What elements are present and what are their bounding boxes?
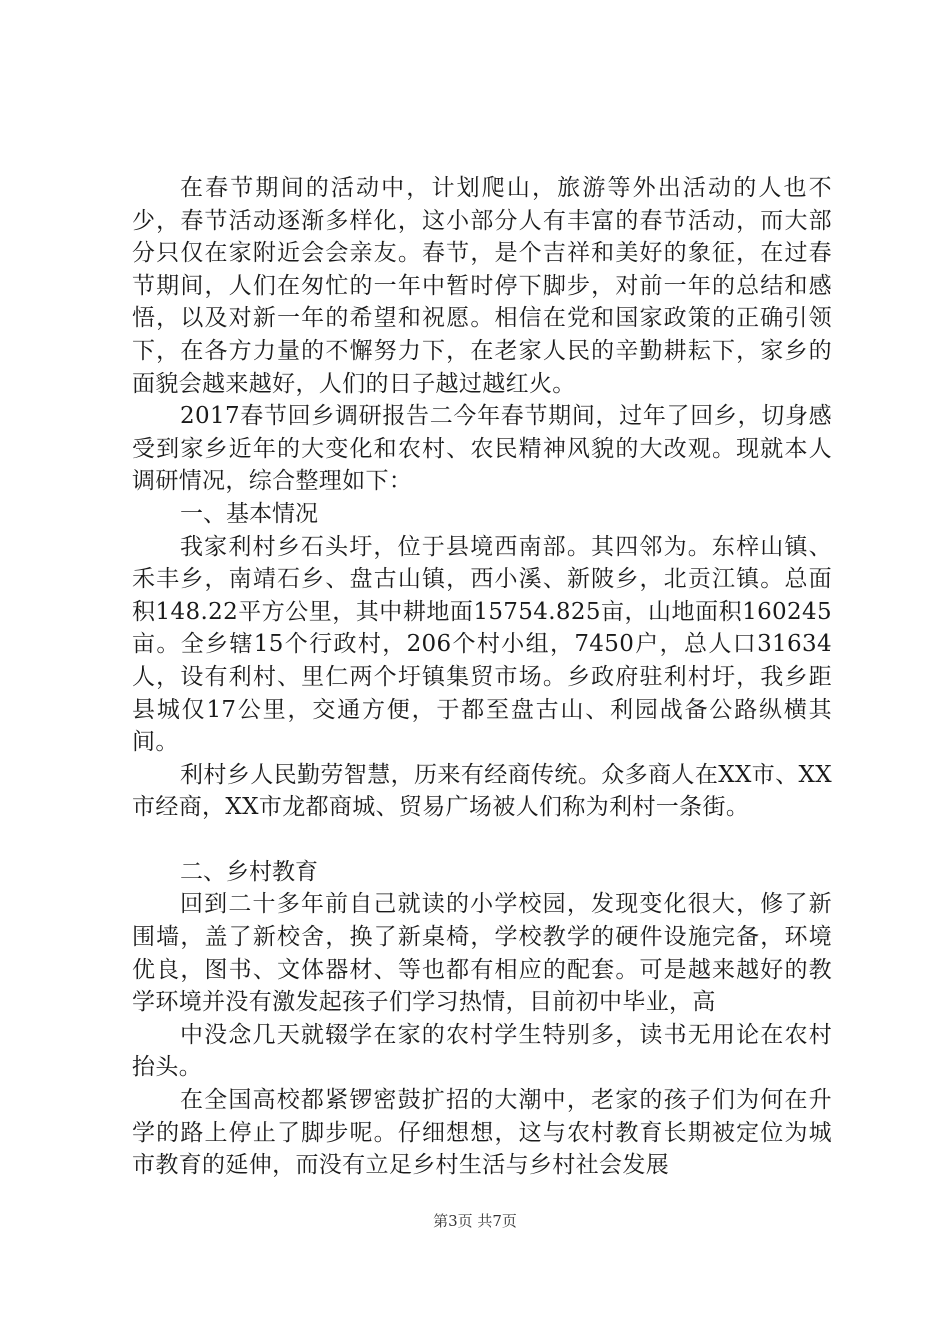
page-number-footer: 第3页 共7页 [433,1212,517,1230]
paragraph-survey-intro: 2017春节回乡调研报告二今年春节期间，过年了回乡，切身感受到家乡近年的大变化和农村、农民精神风貌的大改观。现就本人调研情况，综合整理如下： [132,403,832,495]
paragraph-business-tradition: 利村乡人民勤劳智慧，历来有经商传统。众多商人在XX市、XX市经商，XX市龙都商城、贸易广场被人们称为利村一条街。 [132,761,832,821]
paragraph-dropouts: 中没念几天就辍学在家的农村学生特别多，读书无用论在农村抬头。 [132,1021,832,1081]
paragraph-school-campus: 回到二十多年前自己就读的小学校园，发现变化很大，修了新围墙，盖了新校舍，换了新桌椅，学校教学的硬件设施完备，环境优良，图书、文体器材、等也都有相应的配套。可是越来越好的教学环境并没有激发起孩子们学习热情，目前初中毕业，高 [132,891,832,1016]
section-heading-rural-education: 二、乡村教育 [180,858,318,885]
paragraph-basic-situation: 我家利村乡石头圩，位于县境西南部。其四邻为。东梓山镇、禾丰乡，南靖石乡、盘古山镇，西小溪、新陂乡，北贡江镇。总面积148.22平方公里，其中耕地面15754.825亩，山地面积160245亩。全乡辖15个行政村，206个村小组，7450户，总人口31634人，设有利村、里仁两个圩镇集贸市场。乡政府驻利村圩，我乡距县城仅17公里，交通方便，于都至盘古山、利园战备公路纵横其间。 [132,533,832,756]
document-body [132,172,832,1182]
paragraph-spring-festival-activities: 在春节期间的活动中，计划爬山，旅游等外出活动的人也不少，春节活动逐渐多样化，这小部分人有丰富的春节活动，而大部分只仅在家附近会会亲友。春节，是个吉祥和美好的象征，在过春节期间，人们在匆忙的一年中暂时停下脚步，对前一年的总结和感悟，以及对新一年的希望和祝愿。相信在党和国家政策的正确引领下，在各方力量的不懈努力下，在老家人民的辛勤耕耘下，家乡的面貌会越来越好，人们的日子越过越红火。 [132,175,832,397]
section-heading-basic-situation: 一、基本情况 [180,500,318,527]
blank-line [132,824,832,856]
paragraph-education-analysis: 在全国高校都紧锣密鼓扩招的大潮中，老家的孩子们为何在升学的路上停止了脚步呢。仔细想想，这与农村教育长期被定位为城市教育的延伸，而没有立足乡村生活与乡村社会发展 [132,1087,832,1179]
